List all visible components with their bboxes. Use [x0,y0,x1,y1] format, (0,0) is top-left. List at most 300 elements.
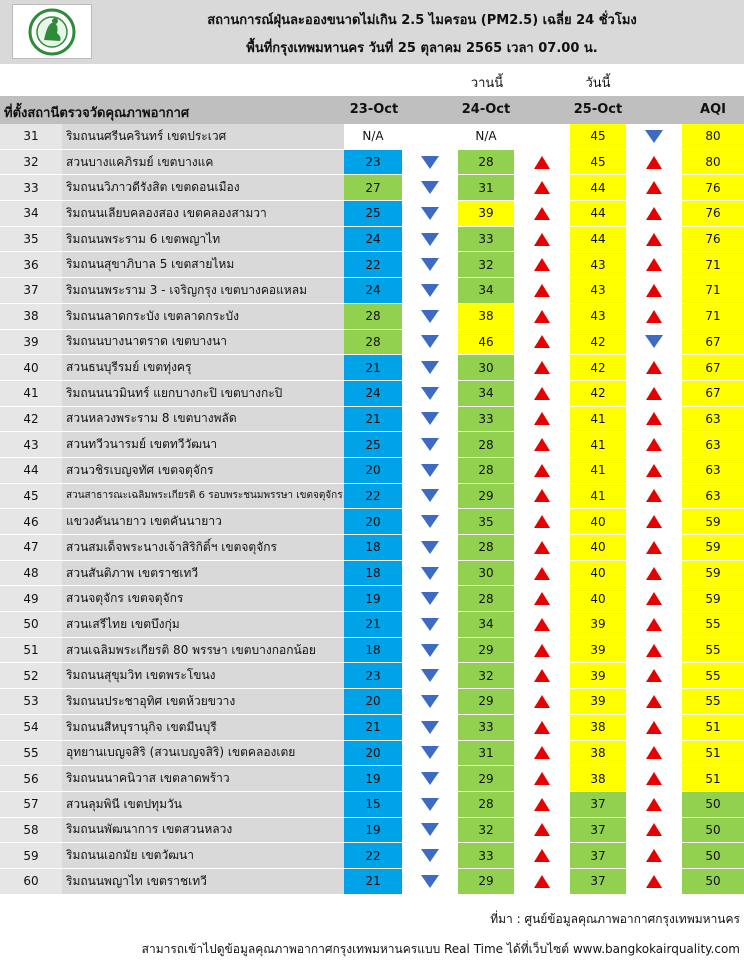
trend-down-icon [421,644,439,657]
value-23oct: 28 [344,330,402,355]
table-row [0,792,744,818]
trend-23-24 [402,792,458,817]
trend-24-25 [514,535,570,560]
value-23oct: 27 [344,175,402,200]
aqi-value: 50 [682,792,744,817]
value-23oct: 19 [344,818,402,843]
trend-24-25 [514,201,570,226]
trend-up-icon [534,849,550,862]
value-25oct: 37 [570,792,626,817]
value-25oct: 44 [570,227,626,252]
station-number: 58 [0,818,62,843]
trend-24-25 [514,407,570,432]
station-name: สวนวชิรเบญจทัศ เขตจตุจักร [62,458,344,483]
value-23oct: 21 [344,407,402,432]
trend-23-24 [402,304,458,329]
trend-up-icon [646,258,662,271]
value-24oct: 29 [458,766,514,791]
trend-down-icon [421,489,439,502]
station-number: 54 [0,715,62,740]
trend-23-24 [402,586,458,611]
station-number: 59 [0,843,62,868]
trend-24-25 [514,124,570,149]
value-25oct: 43 [570,304,626,329]
value-24oct: 28 [458,432,514,457]
label-today: วันนี้ [585,76,611,91]
trend-up-icon [646,875,662,888]
column-header-row [0,96,744,124]
aqi-value: 63 [682,458,744,483]
trend-up-icon [534,310,550,323]
station-name: แขวงคันนายาว เขตคันนายาว [62,509,344,534]
value-24oct: 30 [458,561,514,586]
value-24oct: 28 [458,535,514,560]
value-24oct: 28 [458,458,514,483]
trend-23-24 [402,175,458,200]
aqi-value: 80 [682,150,744,175]
trend-aqi [626,407,682,432]
station-number: 49 [0,586,62,611]
trend-23-24 [402,766,458,791]
value-24oct: 29 [458,484,514,509]
trend-down-icon [421,592,439,605]
value-25oct: 38 [570,715,626,740]
value-23oct: 19 [344,586,402,611]
station-name: สวนบางแคภิรมย์ เขตบางแค [62,150,344,175]
station-name: สวนเฉลิมพระเกียรติ 80 พรรษา เขตบางกอกน้อย [62,638,344,663]
trend-24-25 [514,869,570,894]
trend-23-24 [402,432,458,457]
trend-23-24 [402,252,458,277]
table-row [0,432,744,458]
value-25oct: 41 [570,407,626,432]
value-25oct: 45 [570,150,626,175]
trend-aqi [626,355,682,380]
trend-24-25 [514,612,570,637]
trend-up-icon [534,618,550,631]
value-23oct: 20 [344,458,402,483]
table-row [0,252,744,278]
trend-24-25 [514,227,570,252]
station-name: สวนสมเด็จพระนางเจ้าสิริกิติ์ฯ เขตจตุจักร [62,535,344,560]
trend-up-icon [646,849,662,862]
aqi-value: 76 [682,201,744,226]
trend-up-icon [534,207,550,220]
value-23oct: 23 [344,663,402,688]
trend-23-24 [402,741,458,766]
trend-aqi [626,741,682,766]
aqi-value: 51 [682,741,744,766]
value-25oct: 44 [570,201,626,226]
trend-up-icon [646,618,662,631]
aqi-value: 71 [682,278,744,303]
trend-up-icon [534,798,550,811]
column-header-station: ที่ตั้งสถานีตรวจวัดคุณภาพอากาศ [4,106,190,121]
value-25oct: 40 [570,535,626,560]
aqi-value: 71 [682,252,744,277]
station-table [0,124,744,895]
table-row [0,663,744,689]
station-number: 33 [0,175,62,200]
trend-up-icon [646,772,662,785]
aqi-value: 50 [682,818,744,843]
trend-up-icon [534,746,550,759]
table-row [0,175,744,201]
station-name: สวนหลวงพระราม 8 เขตบางพลัด [62,407,344,432]
trend-aqi [626,227,682,252]
station-number: 31 [0,124,62,149]
trend-24-25 [514,304,570,329]
aqi-value: 76 [682,227,744,252]
value-23oct: 18 [344,638,402,663]
value-25oct: 41 [570,484,626,509]
trend-down-icon [421,233,439,246]
value-23oct: 20 [344,741,402,766]
value-24oct: 34 [458,278,514,303]
station-name: สวนสันติภาพ เขตราชเทวี [62,561,344,586]
value-24oct: 34 [458,612,514,637]
trend-24-25 [514,252,570,277]
station-number: 60 [0,869,62,894]
table-row [0,124,744,150]
trend-up-icon [646,310,662,323]
value-23oct: 23 [344,150,402,175]
trend-down-icon [421,618,439,631]
trend-up-icon [646,464,662,477]
aqi-value: 59 [682,586,744,611]
value-23oct: 24 [344,381,402,406]
trend-aqi [626,201,682,226]
trend-23-24 [402,869,458,894]
trend-23-24 [402,818,458,843]
trend-aqi [626,124,682,149]
value-24oct: 33 [458,843,514,868]
table-row [0,586,744,612]
trend-up-icon [646,721,662,734]
value-25oct: 39 [570,663,626,688]
value-25oct: 37 [570,843,626,868]
value-25oct: 37 [570,818,626,843]
station-name: ริมถนนประชาอุทิศ เขตห้วยขวาง [62,689,344,714]
aqi-value: 63 [682,484,744,509]
trend-up-icon [646,207,662,220]
trend-24-25 [514,432,570,457]
trend-24-25 [514,561,570,586]
table-row [0,766,744,792]
trend-up-icon [534,695,550,708]
table-row [0,407,744,433]
trend-down-icon [421,387,439,400]
station-number: 36 [0,252,62,277]
value-23oct: 24 [344,227,402,252]
value-23oct: 21 [344,612,402,637]
trend-up-icon [646,361,662,374]
trend-down-icon [421,207,439,220]
trend-24-25 [514,330,570,355]
trend-23-24 [402,201,458,226]
realtime-note: สามารถเข้าไปดูข้อมูลคุณภาพอากาศกรุงเทพมหานครแบบ Real Time ได้ที่เว็บไซต์ www.bangkokairquality.com [141,942,740,956]
trend-up-icon [646,387,662,400]
value-25oct: 43 [570,278,626,303]
trend-down-icon [421,438,439,451]
table-row [0,818,744,844]
column-header-25oct: 25-Oct [573,102,623,117]
value-23oct: 24 [344,278,402,303]
station-name: ริมถนนศรีนครินทร์ เขตประเวศ [62,124,344,149]
trend-up-icon [534,156,550,169]
station-name: ริมถนนนวมินทร์ แยกบางกะปิ เขตบางกะปิ [62,381,344,406]
table-row [0,330,744,356]
table-row [0,381,744,407]
aqi-value: 59 [682,535,744,560]
label-yesterday: วานนี้ [470,76,504,91]
trend-down-icon [421,412,439,425]
trend-up-icon [646,644,662,657]
value-25oct: 41 [570,432,626,457]
trend-24-25 [514,586,570,611]
trend-23-24 [402,227,458,252]
trend-up-icon [534,258,550,271]
value-23oct: 22 [344,252,402,277]
trend-24-25 [514,458,570,483]
trend-24-25 [514,766,570,791]
station-number: 43 [0,432,62,457]
station-number: 45 [0,484,62,509]
trend-23-24 [402,124,458,149]
trend-down-icon [645,335,663,348]
station-name: ริมถนนนาคนิวาส เขตลาดพร้าว [62,766,344,791]
trend-23-24 [402,535,458,560]
value-23oct: 28 [344,304,402,329]
trend-up-icon [534,181,550,194]
station-name: สวนธนบุรีรมย์ เขตทุ่งครุ [62,355,344,380]
trend-24-25 [514,818,570,843]
trend-down-icon [421,541,439,554]
trend-down-icon [421,772,439,785]
station-number: 55 [0,741,62,766]
trend-aqi [626,638,682,663]
trend-24-25 [514,278,570,303]
value-25oct: 42 [570,381,626,406]
station-number: 42 [0,407,62,432]
station-number: 40 [0,355,62,380]
trend-aqi [626,689,682,714]
station-number: 44 [0,458,62,483]
bma-seal-icon [22,7,82,57]
value-25oct: 39 [570,689,626,714]
trend-24-25 [514,175,570,200]
trend-up-icon [646,798,662,811]
value-24oct: 31 [458,175,514,200]
table-row [0,458,744,484]
trend-aqi [626,586,682,611]
station-name: ริมถนนพระราม 3 - เจริญกรุง เขตบางคอแหลม [62,278,344,303]
station-name: ริมถนนพระราม 6 เขตพญาไท [62,227,344,252]
value-25oct: 44 [570,175,626,200]
trend-24-25 [514,689,570,714]
value-23oct: 18 [344,561,402,586]
trend-up-icon [646,233,662,246]
trend-down-icon [421,515,439,528]
station-name: ริมถนนสุขาภิบาล 5 เขตสายไหม [62,252,344,277]
trend-up-icon [646,412,662,425]
station-number: 38 [0,304,62,329]
aqi-value: 50 [682,843,744,868]
table-row [0,843,744,869]
station-number: 37 [0,278,62,303]
value-25oct: 40 [570,561,626,586]
value-24oct: 29 [458,869,514,894]
trend-23-24 [402,638,458,663]
station-number: 35 [0,227,62,252]
trend-down-icon [421,567,439,580]
trend-23-24 [402,612,458,637]
trend-up-icon [646,515,662,528]
trend-23-24 [402,715,458,740]
value-24oct: 32 [458,818,514,843]
trend-up-icon [646,156,662,169]
trend-up-icon [534,387,550,400]
table-row [0,509,744,535]
column-header-24oct: 24-Oct [461,102,511,117]
trend-23-24 [402,150,458,175]
trend-down-icon [421,181,439,194]
trend-down-icon [421,798,439,811]
trend-23-24 [402,663,458,688]
report-header [0,0,744,64]
station-name: ริมถนนวิภาวดีรังสิต เขตดอนเมือง [62,175,344,200]
table-row [0,869,744,895]
table-row [0,227,744,253]
trend-up-icon [534,464,550,477]
value-23oct: 22 [344,484,402,509]
value-23oct: 25 [344,432,402,457]
trend-up-icon [534,772,550,785]
station-number: 56 [0,766,62,791]
trend-24-25 [514,150,570,175]
station-number: 41 [0,381,62,406]
value-25oct: 42 [570,355,626,380]
trend-aqi [626,150,682,175]
trend-aqi [626,715,682,740]
station-number: 48 [0,561,62,586]
station-number: 32 [0,150,62,175]
value-24oct: 38 [458,304,514,329]
trend-up-icon [646,284,662,297]
trend-up-icon [646,695,662,708]
station-number: 47 [0,535,62,560]
value-24oct: 35 [458,509,514,534]
value-25oct: 39 [570,612,626,637]
trend-aqi [626,869,682,894]
trend-aqi [626,252,682,277]
trend-down-icon [421,310,439,323]
trend-aqi [626,561,682,586]
aqi-value: 59 [682,509,744,534]
value-25oct: 37 [570,869,626,894]
station-number: 34 [0,201,62,226]
trend-24-25 [514,355,570,380]
trend-23-24 [402,484,458,509]
value-25oct: 38 [570,766,626,791]
station-number: 53 [0,689,62,714]
trend-23-24 [402,381,458,406]
trend-down-icon [421,335,439,348]
trend-aqi [626,535,682,560]
value-23oct: 15 [344,792,402,817]
aqi-value: 67 [682,330,744,355]
trend-aqi [626,304,682,329]
value-24oct: 29 [458,689,514,714]
trend-24-25 [514,715,570,740]
trend-aqi [626,509,682,534]
trend-up-icon [646,746,662,759]
trend-up-icon [534,644,550,657]
column-header-aqi: AQI [700,102,726,117]
station-name: สวนลุมพินี เขตปทุมวัน [62,792,344,817]
trend-up-icon [534,875,550,888]
value-24oct: 32 [458,252,514,277]
trend-down-icon [421,464,439,477]
trend-aqi [626,818,682,843]
aqi-value: 71 [682,304,744,329]
station-name: ริมถนนเอกมัย เขตวัฒนา [62,843,344,868]
trend-down-icon [421,875,439,888]
trend-down-icon [645,130,663,143]
trend-down-icon [421,258,439,271]
aqi-value: 55 [682,663,744,688]
station-name: ริมถนนเลียบคลองสอง เขตคลองสามวา [62,201,344,226]
trend-24-25 [514,843,570,868]
trend-up-icon [534,412,550,425]
value-23oct: 25 [344,201,402,226]
trend-23-24 [402,509,458,534]
value-24oct: 31 [458,741,514,766]
value-23oct: 19 [344,766,402,791]
trend-down-icon [421,746,439,759]
table-row [0,355,744,381]
value-23oct: 21 [344,715,402,740]
trend-23-24 [402,458,458,483]
trend-23-24 [402,843,458,868]
trend-down-icon [421,721,439,734]
aqi-value: 67 [682,355,744,380]
trend-down-icon [421,361,439,374]
trend-24-25 [514,381,570,406]
trend-up-icon [534,823,550,836]
trend-23-24 [402,355,458,380]
value-23oct: 21 [344,355,402,380]
table-row [0,150,744,176]
trend-23-24 [402,561,458,586]
trend-up-icon [534,233,550,246]
trend-down-icon [421,284,439,297]
trend-aqi [626,843,682,868]
value-24oct: 33 [458,227,514,252]
trend-up-icon [534,489,550,502]
aqi-value: 63 [682,407,744,432]
trend-up-icon [534,669,550,682]
report-title: สถานการณ์ฝุ่นละอองขนาดไม่เกิน 2.5 ไมครอน (PM2.5) เฉลี่ย 24 ชั่วโมง [207,13,637,28]
station-name: สวนทวีวนารมย์ เขตทวีวัฒนา [62,432,344,457]
trend-up-icon [534,567,550,580]
aqi-value: 51 [682,715,744,740]
value-23oct: 18 [344,535,402,560]
trend-aqi [626,175,682,200]
table-row [0,638,744,664]
trend-aqi [626,663,682,688]
trend-up-icon [646,181,662,194]
